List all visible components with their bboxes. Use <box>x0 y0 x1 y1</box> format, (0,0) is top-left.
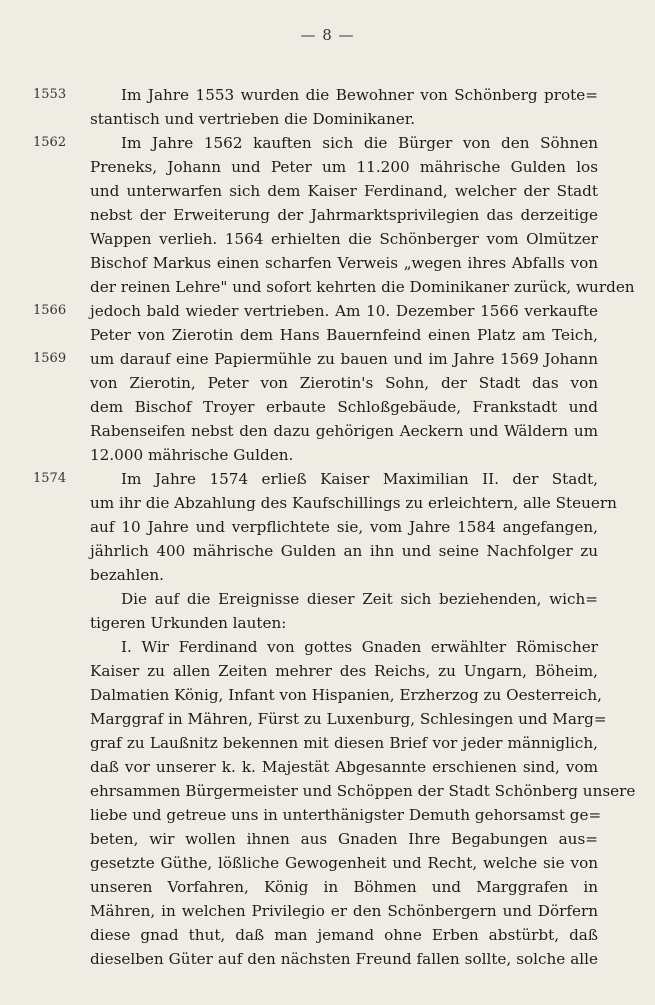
text-line: jedoch bald wieder vertrieben. Am 10. Dezember 1566 verkaufte <box>90 302 598 320</box>
margin-year: 1566 <box>33 303 67 318</box>
text-line: Im Jahre 1574 erließ Kaiser Maximilian II. der Stadt, <box>121 470 598 488</box>
text-line: graf zu Laußnitz bekennen mit diesen Brief vor jeder männiglich, <box>90 734 598 752</box>
text-line: Im Jahre 1562 kauften sich die Bürger von den Söhnen <box>121 134 598 152</box>
page-number: — 8 — <box>300 26 355 44</box>
text-line: dieselben Güter auf den nächsten Freund fallen sollte, solche alle <box>90 950 598 968</box>
text-line: Kaiser zu allen Zeiten mehrer des Reichs, zu Ungarn, Böheim, <box>90 662 598 680</box>
text-line: Preneks, Johann und Peter um 11.200 mährische Gulden los <box>90 158 598 176</box>
text-line: dem Bischof Troyer erbaute Schloßgebäude, Frankstadt und <box>90 398 598 416</box>
text-line: Mähren, in welchen Privilegio er den Schönbergern und Dörfern <box>90 902 598 920</box>
text-line: beten, wir wollen ihnen aus Gnaden Ihre Begabungen aus= <box>90 830 598 848</box>
text-line: Die auf die Ereignisse dieser Zeit sich beziehenden, wich= <box>121 590 598 608</box>
margin-year: 1553 <box>33 87 67 102</box>
text-line: von Zierotin, Peter von Zierotin's Sohn, der Stadt das von <box>90 374 598 392</box>
text-line: Im Jahre 1553 wurden die Bewohner von Schönberg prote= <box>121 86 598 104</box>
text-line: Bischof Markus einen scharfen Verweis „wegen ihres Abfalls von <box>90 254 598 272</box>
text-line: Marggraf in Mähren, Fürst zu Luxenburg, Schlesingen und Marg= <box>90 710 607 728</box>
text-line: jährlich 400 mährische Gulden an ihn und seine Nachfolger zu <box>90 542 598 560</box>
margin-year: 1574 <box>33 471 67 486</box>
text-line: Dalmatien König, Infant von Hispanien, Erzherzog zu Oesterreich, <box>90 686 602 704</box>
text-line: bezahlen. <box>90 566 165 584</box>
text-line: ehrsammen Bürgermeister und Schöppen der Stadt Schönberg unsere <box>90 782 636 800</box>
margin-year: 1562 <box>33 135 67 150</box>
text-line: liebe und getreue uns in unterthänigster Demuth gehorsamst ge= <box>90 806 602 824</box>
text-line: Peter von Zierotin dem Hans Bauernfeind einen Platz am Teich, <box>90 326 598 344</box>
text-line: Rabenseifen nebst den dazu gehörigen Aeckern und Wäldern um <box>90 422 598 440</box>
text-line: auf 10 Jahre und verpflichtete sie, vom Jahre 1584 angefangen, <box>90 518 598 536</box>
margin-year: 1569 <box>33 351 67 366</box>
text-line: der reinen Lehre" und sofort kehrten die Dominikaner zurück, wurden <box>90 278 635 296</box>
text-line: gesetzte Güthe, lößliche Gewogenheit und Recht, welche sie von <box>90 854 598 872</box>
text-line: daß vor unserer k. k. Majestät Abgesannte erschienen sind, vom <box>90 758 598 776</box>
text-line: 12.000 mährische Gulden. <box>90 446 294 464</box>
text-line: I. Wir Ferdinand von gottes Gnaden erwählter Römischer <box>121 638 598 656</box>
text-line: um ihr die Abzahlung des Kaufschillings zu erleichtern, alle Steuern <box>90 494 617 512</box>
text-line: nebst der Erweiterung der Jahrmarktsprivilegien das derzeitige <box>90 206 598 224</box>
text-line: tigeren Urkunden lauten: <box>90 614 287 632</box>
text-line: unseren Vorfahren, König in Böhmen und Marggrafen in <box>90 878 598 896</box>
text-line: stantisch und vertrieben die Dominikaner. <box>90 110 416 128</box>
text-line: diese gnad thut, daß man jemand ohne Erben abstürbt, daß <box>90 926 598 944</box>
text-line: und unterwarfen sich dem Kaiser Ferdinand, welcher der Stadt <box>90 182 598 200</box>
text-line: um darauf eine Papiermühle zu bauen und im Jahre 1569 Johann <box>90 350 598 368</box>
text-line: Wappen verlieh. 1564 erhielten die Schönberger vom Olmützer <box>90 230 598 248</box>
